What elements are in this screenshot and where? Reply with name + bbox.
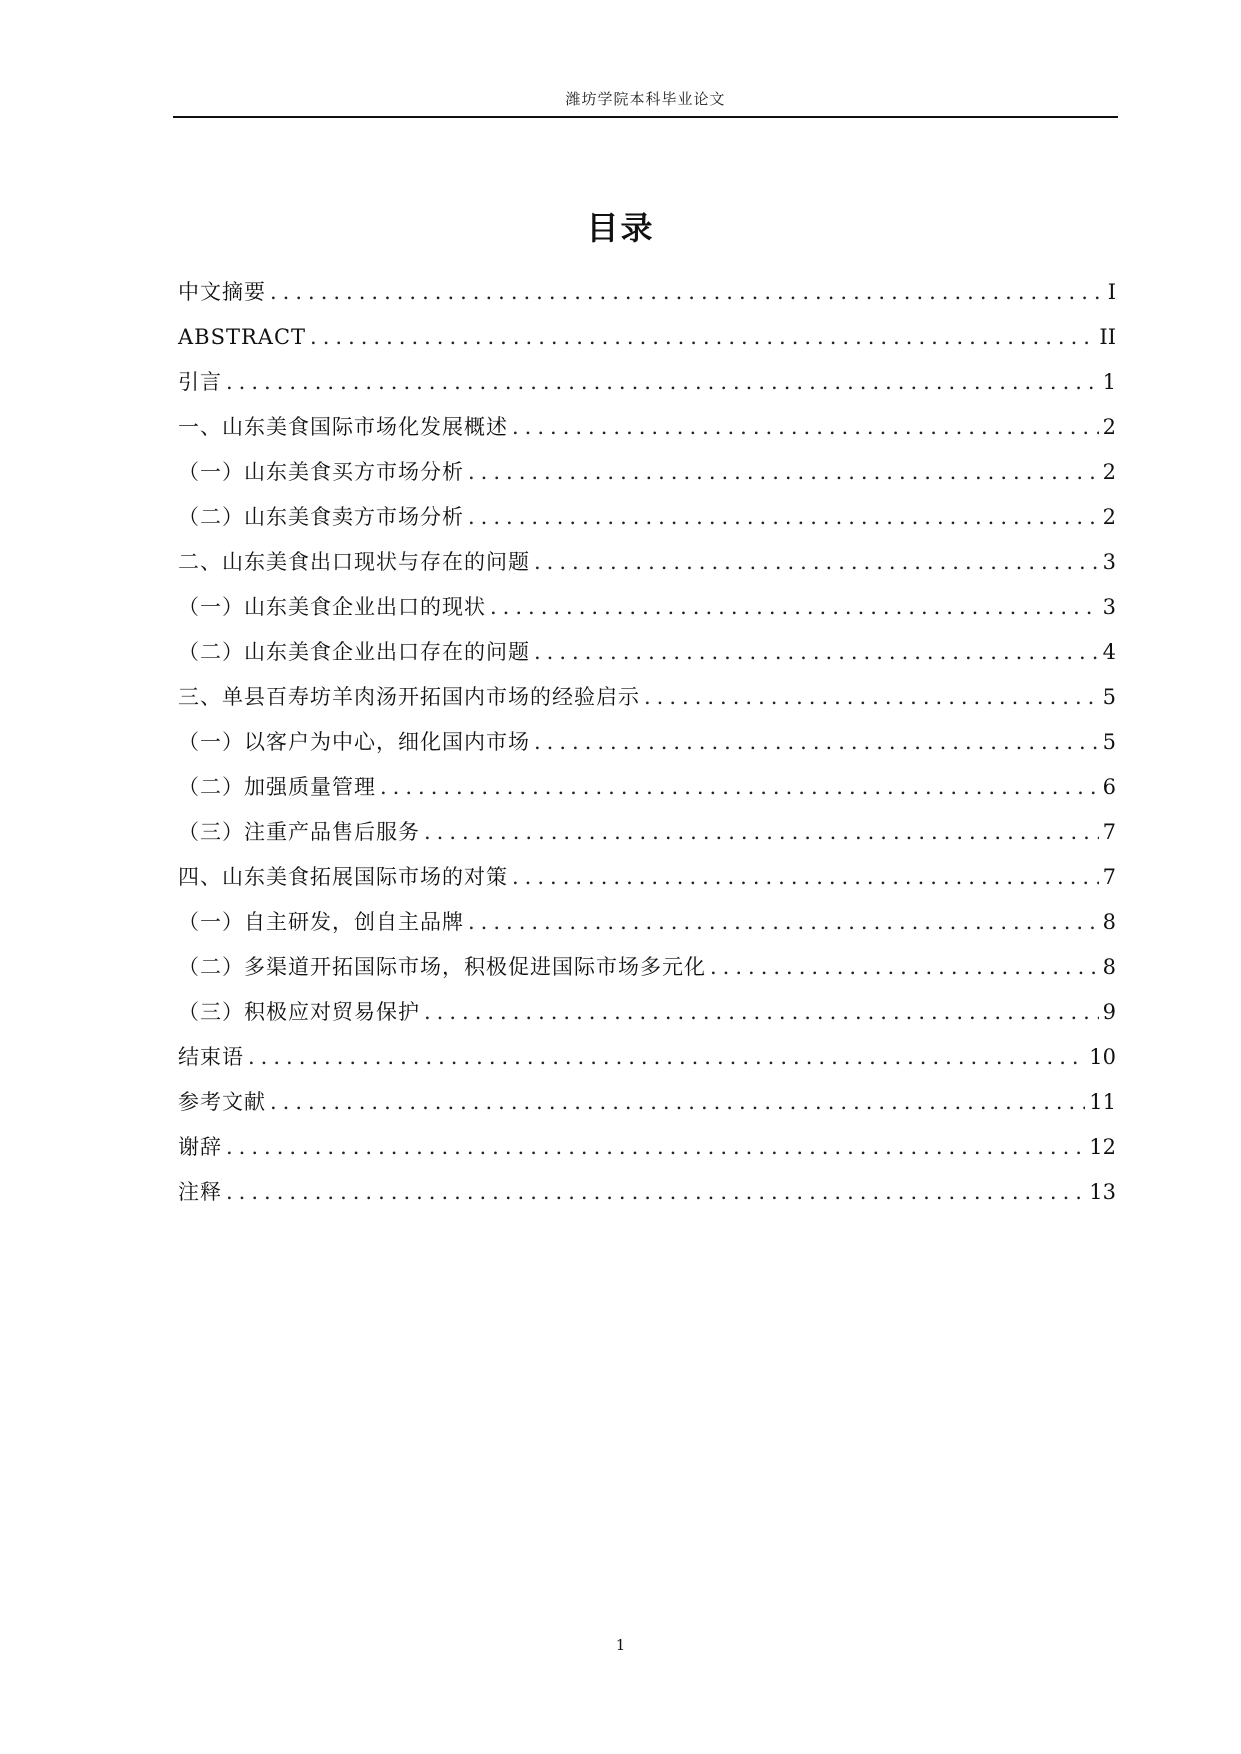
toc-entry[interactable] — [178, 1080, 1116, 1125]
toc-entry-page: 12 — [1089, 1135, 1116, 1159]
dot-leader — [424, 990, 1099, 1035]
toc-entry-page: 9 — [1102, 1000, 1116, 1024]
toc-entry[interactable] — [178, 675, 1116, 720]
toc-entry-label: （一）山东美食企业出口的现状 — [178, 595, 486, 619]
toc-entry-page: 11 — [1089, 1090, 1116, 1114]
dot-leader — [490, 585, 1099, 630]
toc-entry[interactable] — [178, 540, 1116, 585]
toc-entry[interactable] — [178, 270, 1116, 315]
toc-entry[interactable] — [178, 1035, 1116, 1080]
toc-entry[interactable] — [178, 495, 1116, 540]
toc-entry-label: （二）山东美食卖方市场分析 — [178, 505, 464, 529]
toc-entry[interactable] — [178, 360, 1116, 405]
header-divider — [173, 116, 1118, 118]
toc-entry-page: 1 — [1102, 370, 1116, 394]
toc-entry[interactable] — [178, 315, 1116, 360]
dot-leader — [512, 855, 1099, 900]
toc-entry[interactable] — [178, 765, 1116, 810]
dot-leader — [424, 810, 1099, 855]
dot-leader — [226, 1125, 1085, 1170]
dot-leader — [534, 720, 1099, 765]
page-number: 1 — [615, 1636, 626, 1654]
dot-leader — [226, 1170, 1085, 1215]
toc-entry-page: 10 — [1089, 1045, 1116, 1069]
toc-entry-page: 4 — [1102, 640, 1116, 664]
dot-leader — [512, 405, 1099, 450]
toc-entry-page: 2 — [1102, 415, 1116, 439]
dot-leader — [310, 315, 1095, 360]
toc-entry-page: 7 — [1102, 865, 1116, 889]
dot-leader — [270, 1080, 1085, 1125]
dot-leader — [468, 900, 1099, 945]
toc-entry-label: 四、山东美食拓展国际市场的对策 — [178, 865, 508, 889]
table-of-contents — [178, 270, 1116, 1215]
toc-entry[interactable] — [178, 810, 1116, 855]
toc-entry[interactable] — [178, 1170, 1116, 1215]
toc-entry-page: 3 — [1102, 550, 1116, 574]
toc-entry-page: 3 — [1102, 595, 1116, 619]
toc-entry-page: II — [1099, 325, 1116, 349]
toc-entry-page: 8 — [1102, 955, 1116, 979]
toc-entry-page: I — [1107, 280, 1116, 304]
toc-entry-label: （二）多渠道开拓国际市场，积极促进国际市场多元化 — [178, 955, 706, 979]
toc-entry-page: 2 — [1102, 505, 1116, 529]
toc-entry[interactable] — [178, 990, 1116, 1035]
toc-entry-label: （一）以客户为中心，细化国内市场 — [178, 730, 530, 754]
toc-entry[interactable] — [178, 900, 1116, 945]
toc-entry[interactable] — [178, 945, 1116, 990]
toc-entry-label: （一）自主研发，创自主品牌 — [178, 910, 464, 934]
toc-entry-page: 6 — [1102, 775, 1116, 799]
dot-leader — [534, 630, 1099, 675]
toc-entry-page: 5 — [1102, 685, 1116, 709]
dot-leader — [644, 675, 1099, 720]
dot-leader — [710, 945, 1099, 990]
toc-entry[interactable] — [178, 585, 1116, 630]
toc-entry-label: （二）加强质量管理 — [178, 775, 376, 799]
toc-entry-page: 8 — [1102, 910, 1116, 934]
dot-leader — [380, 765, 1099, 810]
toc-entry-label: 三、单县百寿坊羊肉汤开拓国内市场的经验启示 — [178, 685, 640, 709]
dot-leader — [468, 495, 1099, 540]
dot-leader — [468, 450, 1099, 495]
toc-entry-label: 注释 — [178, 1180, 222, 1204]
toc-entry-label: （三）注重产品售后服务 — [178, 820, 420, 844]
toc-entry-label: ABSTRACT — [178, 325, 307, 349]
toc-entry-page: 2 — [1102, 460, 1116, 484]
toc-entry[interactable] — [178, 855, 1116, 900]
toc-entry[interactable] — [178, 1125, 1116, 1170]
toc-entry-label: 二、山东美食出口现状与存在的问题 — [178, 550, 530, 574]
toc-entry[interactable] — [178, 630, 1116, 675]
toc-entry[interactable] — [178, 405, 1116, 450]
toc-entry-label: （三）积极应对贸易保护 — [178, 1000, 420, 1024]
dot-leader — [534, 540, 1099, 585]
dot-leader — [248, 1035, 1085, 1080]
toc-entry-label: （二）山东美食企业出口存在的问题 — [178, 640, 530, 664]
toc-entry[interactable] — [178, 720, 1116, 765]
toc-entry-label: 中文摘要 — [178, 280, 266, 304]
dot-leader — [270, 270, 1104, 315]
running-header: 潍坊学院本科毕业论文 — [565, 90, 726, 108]
toc-entry-page: 7 — [1102, 820, 1116, 844]
toc-entry-label: （一）山东美食买方市场分析 — [178, 460, 464, 484]
toc-entry-label: 参考文献 — [178, 1090, 266, 1114]
dot-leader — [226, 360, 1099, 405]
toc-entry[interactable] — [178, 450, 1116, 495]
toc-entry-label: 结束语 — [178, 1045, 244, 1069]
toc-title: 目录 — [586, 209, 655, 247]
toc-entry-page: 13 — [1089, 1180, 1116, 1204]
toc-entry-label: 引言 — [178, 370, 222, 394]
toc-entry-page: 5 — [1102, 730, 1116, 754]
toc-entry-label: 一、山东美食国际市场化发展概述 — [178, 415, 508, 439]
toc-entry-label: 谢辞 — [178, 1135, 222, 1159]
